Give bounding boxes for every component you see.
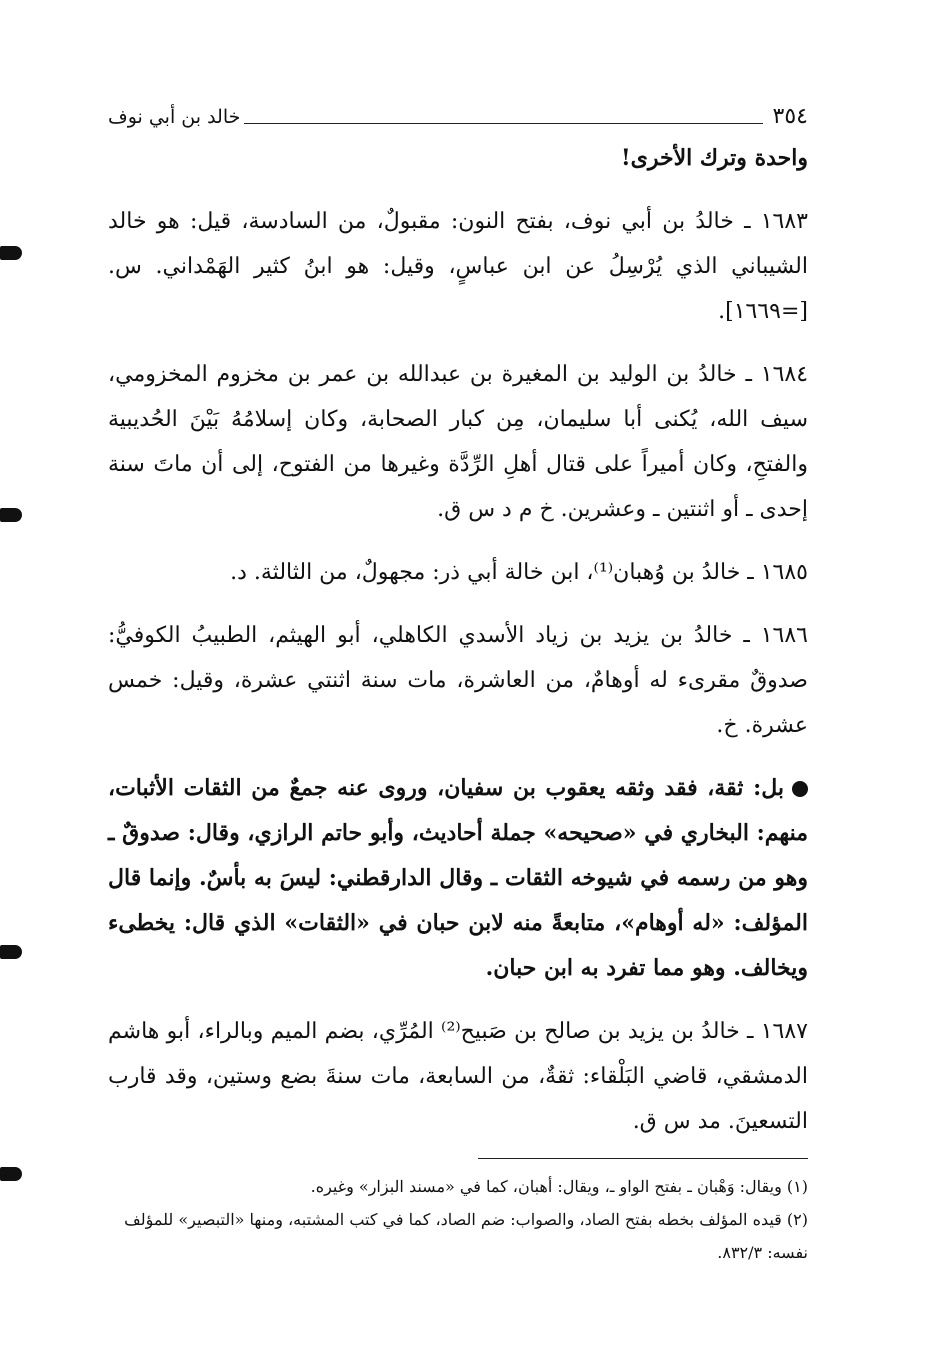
- bullet-icon: [792, 781, 808, 797]
- footnote-rule: [478, 1158, 808, 1159]
- editor-note-text: بل: ثقة، فقد وثقه يعقوب بن سفيان، وروى عنه جمعٌ من الثقات الأثبات، منهم: البخاري في «صحيحه» جملة أحاديث، وأبو حاتم الرازي، وقال: صدوقٌ ـ وهو من رسمه في شيوخه الثقات ـ وقال الدارقطني: ليسَ به بأسٌ. وإنما قال المؤلف: «له أوهام»، متابعةً منه لابن حبان في «الثقات» الذي قال: يخطىء ويخالف. وهو مما تفرد به ابن حبان.: [108, 775, 808, 981]
- entry-1684: ١٦٨٤ ـ خالدُ بن الوليد بن المغيرة بن عبدالله بن عمر بن مخزوم المخزومي، سيف الله، يُكنى أبا سليمان، مِن كبار الصحابة، وكان إسلامُهُ بَيْنَ الحُديبية والفتحِ، وكان أميراً على قتال أهلِ الرِّدَّة وغيرها من الفتوح، إلى أن ماتَ سنة إحدى ـ أو اثنتين ـ وعشرين. خ م د س ق.: [108, 362, 809, 522]
- margin-mark: [0, 246, 22, 260]
- margin-mark: [0, 1167, 22, 1181]
- entry-1687: ١٦٨٧ ـ خالدُ بن يزيد بن صالح بن صَبيح⁽²⁾ المُرِّي، بضم الميم وبالراء، أبو هاشم الدمشقي، قاضي البَلْقاء: ثقةٌ، من السابعة، مات سنةَ بضع وستين، وقد قارب التسعينَ. مد س ق.: [108, 1019, 808, 1134]
- footnotes: [108, 1170, 808, 1269]
- main-text: [108, 136, 808, 1144]
- margin-mark: [0, 508, 22, 522]
- footnote-2: (٢) قيده المؤلف بخطه بفتح الصاد، والصواب: ضم الصاد، كما في كتب المشتبه، ومنها «التبصير» للمؤلف نفسه: ٨٣٢/٣.: [124, 1210, 808, 1262]
- header-rule: [244, 123, 762, 124]
- entry-1683: ١٦٨٣ ـ خالدُ بن أبي نوف، بفتح النون: مقبولٌ، من السادسة، قيل: هو خالد الشيباني الذي يُرْسِلُ عن ابن عباسٍ، وقيل: هو ابنُ كثير الهَمْداني. س. [=١٦٦٩].: [108, 209, 808, 324]
- page-header: [108, 92, 808, 128]
- entry-1686: ١٦٨٦ ـ خالدُ بن يزيد بن زياد الأسدي الكاهلي، أبو الهيثم، الطبيبُ الكوفيُّ: صدوقٌ مقرىء له أوهامٌ، من العاشرة، مات سنة اثنتي عشرة، وقيل: خمس عشرة. خ.: [108, 623, 808, 738]
- margin-mark: [0, 945, 22, 959]
- paragraph-continuation: واحدة وترك الأخرى!: [620, 145, 808, 171]
- book-page: [108, 92, 808, 1312]
- editor-note: [108, 766, 808, 991]
- running-title: خالد بن أبي نوف: [108, 106, 241, 128]
- footnote-1: (١) ويقال: وَهْبان ـ بفتح الواو ـ، ويقال: أهبان، كما في «مسند البزار» وغيره.: [310, 1177, 808, 1196]
- entry-1685: ١٦٨٥ ـ خالدُ بن وُهبان⁽¹⁾، ابن خالة أبي ذر: مجهولٌ، من الثالثة. د.: [230, 560, 808, 585]
- page-number: ٣٥٤: [772, 104, 808, 129]
